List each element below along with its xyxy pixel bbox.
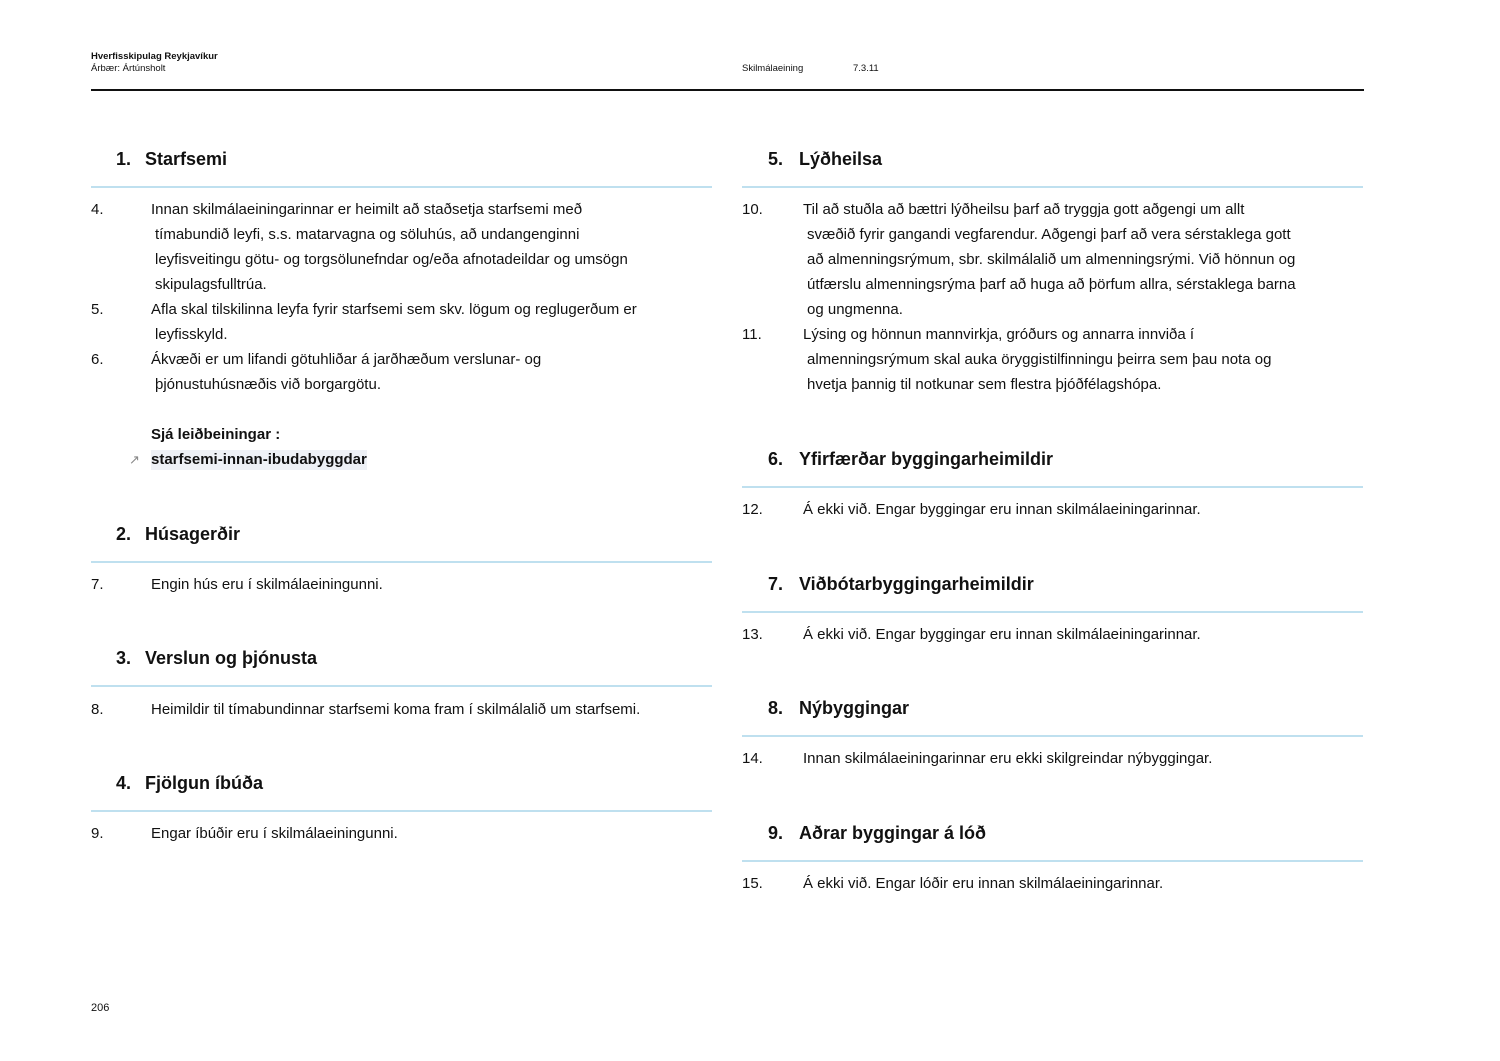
item-text-line: að almenningsrýmum, sbr. skilmálalið um almenningsrými. Við hönnun og xyxy=(807,251,1296,268)
section-heading: Nýbyggingar xyxy=(799,698,910,718)
item-number: 15. xyxy=(742,875,763,892)
item-text-line: skipulagsfulltrúa. xyxy=(155,276,267,293)
item-text-line: Ákvæði er um lifandi götuhliðar á jarðhæðum verslunar- og xyxy=(151,351,542,368)
item-text-line: leyfisveitingu götu- og torgsölunefndar og/eða afnotadeildar og umsögn xyxy=(155,251,628,268)
section-heading: Yfirfærðar byggingarheimildir xyxy=(799,449,1054,469)
item-number: 11. xyxy=(742,326,762,343)
section-number: 8. xyxy=(768,698,784,718)
section-divider xyxy=(91,810,712,812)
section-divider xyxy=(742,735,1363,737)
header-divider xyxy=(91,89,1364,91)
item-text-line: Á ekki við. Engar lóðir eru innan skilmálaeiningarinnar. xyxy=(803,875,1164,892)
item-text-line: tímabundið leyfi, s.s. matarvagna og söluhús, að undangenginni xyxy=(155,226,580,243)
item-text-line: Engin hús eru í skilmálaeiningunni. xyxy=(151,576,383,593)
item-number: 6. xyxy=(91,351,104,368)
item-number: 4. xyxy=(91,201,104,218)
section-number: 9. xyxy=(768,823,784,843)
section-number: 6. xyxy=(768,449,784,469)
section-heading: Viðbótarbyggingarheimildir xyxy=(799,574,1034,594)
item-text-line: Á ekki við. Engar byggingar eru innan skilmálaeiningarinnar. xyxy=(803,501,1201,518)
section-heading: Aðrar byggingar á lóð xyxy=(799,823,987,843)
item-text-line: Til að stuðla að bættri lýðheilsu þarf að tryggja gott aðgengi um allt xyxy=(803,201,1245,218)
section-divider xyxy=(742,860,1363,862)
section-divider xyxy=(742,186,1363,188)
item-text-line: leyfisskyld. xyxy=(155,326,228,343)
page-number: 206 xyxy=(91,1002,110,1014)
item-number: 12. xyxy=(742,501,763,518)
header-section-code: 7.3.11 xyxy=(853,63,879,74)
document-header xyxy=(91,51,218,75)
item-text-line: Innan skilmálaeiningarinnar er heimilt að staðsetja starfsemi með xyxy=(151,201,583,218)
item-number: 8. xyxy=(91,701,104,718)
section-number: 1. xyxy=(116,149,132,169)
item-number: 14. xyxy=(742,750,763,767)
guide-link[interactable]: starfsemi-innan-ibudabyggdar xyxy=(151,451,367,468)
item-text-line: og ungmenna. xyxy=(807,301,903,318)
section-heading: Starfsemi xyxy=(145,149,228,169)
section-divider xyxy=(91,685,712,687)
item-text-line: þjónustuhúsnæðis við borgargötu. xyxy=(155,376,381,393)
arrow-up-right-icon: ↗ xyxy=(129,452,140,467)
item-text-line: Á ekki við. Engar byggingar eru innan skilmálaeiningarinnar. xyxy=(803,626,1201,643)
item-text-line: Innan skilmálaeiningarinnar eru ekki skilgreindar nýbyggingar. xyxy=(803,750,1213,767)
section-divider xyxy=(742,486,1363,488)
section-divider xyxy=(742,611,1363,613)
item-text-line: hvetja þannig til notkunar sem flestra þjóðfélagshópa. xyxy=(807,376,1162,393)
section-number: 7. xyxy=(768,574,784,594)
section-heading: Lýðheilsa xyxy=(799,149,883,169)
section-heading: Húsagerðir xyxy=(145,524,241,544)
item-text-line: Heimildir til tímabundinnar starfsemi koma fram í skilmálalið um starfsemi. xyxy=(151,701,641,718)
section-divider xyxy=(91,186,712,188)
section-divider xyxy=(91,561,712,563)
section-number: 4. xyxy=(116,773,132,793)
item-number: 5. xyxy=(91,301,104,318)
item-number: 10. xyxy=(742,201,763,218)
section-heading: Fjölgun íbúða xyxy=(145,773,263,793)
item-text-line: almenningsrýmum skal auka öryggistilfinningu þeirra sem þau nota og xyxy=(807,351,1272,368)
item-text-line: Engar íbúðir eru í skilmálaeiningunni. xyxy=(151,825,398,842)
item-text-line: Afla skal tilskilinna leyfa fyrir starfsemi sem skv. lögum og reglugerðum er xyxy=(151,301,637,318)
guide-label: Sjá leiðbeiningar : xyxy=(151,426,281,443)
section-number: 5. xyxy=(768,149,784,169)
item-text-line: Lýsing og hönnun mannvirkja, gróðurs og annarra innviða í xyxy=(803,326,1195,343)
header-subtitle: Árbær: Ártúnsholt xyxy=(91,63,166,74)
item-text-line: útfærslu almenningsrýma þarf að huga að þörfum allra, sérstaklega barna xyxy=(807,276,1296,293)
section-heading: Verslun og þjónusta xyxy=(145,648,318,668)
item-number: 9. xyxy=(91,825,104,842)
section-number: 3. xyxy=(116,648,132,668)
section-number: 2. xyxy=(116,524,132,544)
header-title: Hverfisskipulag Reykjavíkur xyxy=(91,51,218,62)
item-number: 13. xyxy=(742,626,763,643)
item-text-line: svæðið fyrir gangandi vegfarendur. Aðgengi þarf að vera sérstaklega gott xyxy=(807,226,1291,243)
header-section-label: Skilmálaeining xyxy=(742,63,804,74)
item-number: 7. xyxy=(91,576,104,593)
